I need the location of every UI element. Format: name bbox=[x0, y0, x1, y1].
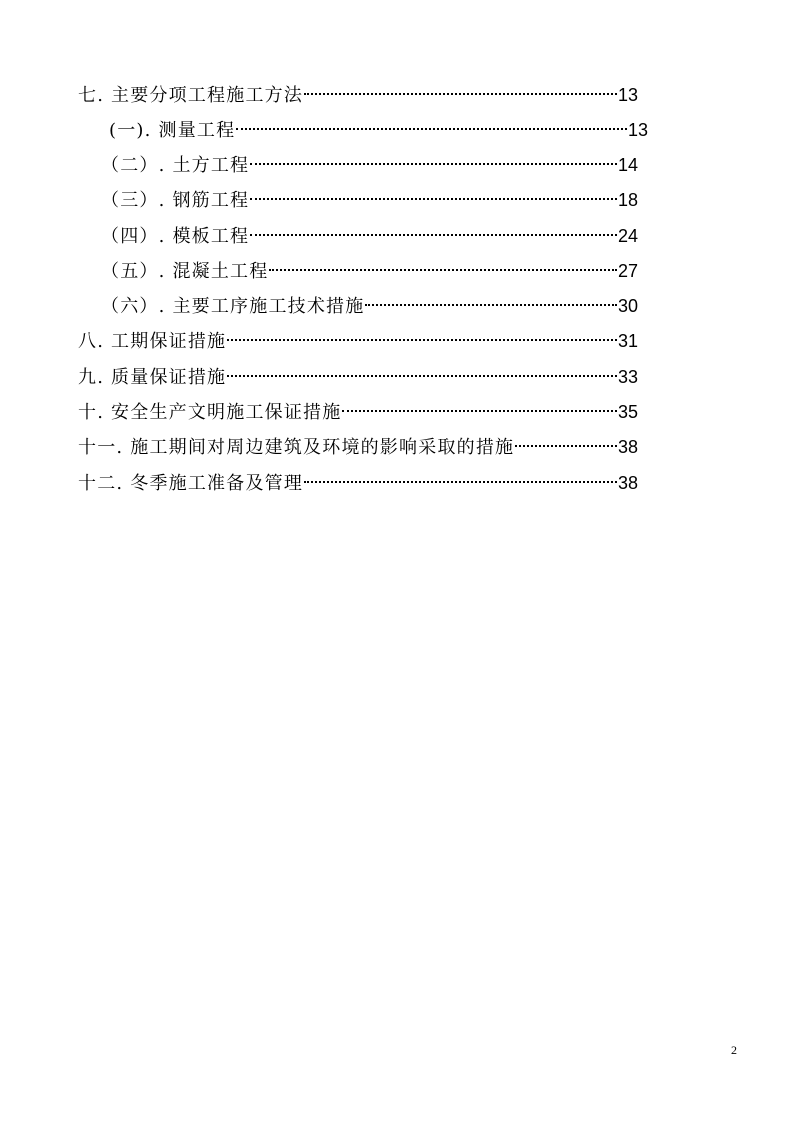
toc-entry-page: 30 bbox=[617, 296, 638, 316]
toc-entry-7[interactable] bbox=[78, 77, 638, 106]
toc-entry-page: 13 bbox=[617, 85, 638, 105]
toc-dot-leader bbox=[304, 77, 617, 101]
toc-dot-leader bbox=[515, 429, 617, 453]
toc-dot-leader bbox=[250, 182, 617, 206]
toc-entry-page: 38 bbox=[617, 473, 638, 493]
toc-entry-title: （四）. 模板工程 bbox=[101, 226, 250, 247]
toc-entry-page: 31 bbox=[617, 331, 638, 351]
toc-entry-7-2[interactable] bbox=[101, 147, 638, 176]
toc-dot-leader bbox=[304, 465, 617, 489]
toc-dot-leader bbox=[250, 147, 617, 171]
toc-entry-page: 35 bbox=[617, 402, 638, 422]
toc-entry-12[interactable] bbox=[78, 465, 638, 494]
page-number: 2 bbox=[731, 1043, 737, 1057]
toc-entry-title: （五）. 混凝土工程 bbox=[101, 261, 269, 282]
toc-entry-9[interactable] bbox=[78, 359, 638, 388]
toc-dot-leader bbox=[227, 323, 617, 347]
toc-entry-7-3[interactable] bbox=[101, 182, 638, 211]
toc-dot-leader bbox=[236, 112, 627, 136]
toc-entry-title: 九. 质量保证措施 bbox=[78, 367, 227, 388]
toc-entry-page: 13 bbox=[627, 120, 648, 140]
toc-dot-leader bbox=[342, 394, 617, 418]
toc-entry-page: 24 bbox=[617, 226, 638, 246]
toc-entry-title: 十二. 冬季施工准备及管理 bbox=[78, 473, 304, 494]
toc-entry-title: 十. 安全生产文明施工保证措施 bbox=[78, 402, 342, 423]
toc-dot-leader bbox=[269, 253, 617, 277]
toc-dot-leader bbox=[365, 288, 617, 312]
toc-entry-7-4[interactable] bbox=[101, 218, 638, 247]
toc-entry-page: 38 bbox=[617, 437, 638, 457]
toc-entry-page: 14 bbox=[617, 155, 638, 175]
toc-entry-title: （六）. 主要工序施工技术措施 bbox=[101, 296, 365, 317]
toc-entry-page: 33 bbox=[617, 367, 638, 387]
toc-entry-title: （二）. 土方工程 bbox=[101, 155, 250, 176]
toc-entry-11[interactable] bbox=[78, 429, 638, 458]
toc-entry-title: 七. 主要分项工程施工方法 bbox=[78, 85, 304, 106]
toc-entry-title: (一). 测量工程 bbox=[109, 120, 236, 141]
toc-entry-title: （三）. 钢筋工程 bbox=[101, 190, 250, 211]
toc-dot-leader bbox=[250, 218, 617, 242]
toc-entry-7-5[interactable] bbox=[101, 253, 638, 282]
toc-entry-8[interactable] bbox=[78, 323, 638, 352]
toc-entry-10[interactable] bbox=[78, 394, 638, 423]
toc-entry-page: 27 bbox=[617, 261, 638, 281]
toc-entry-title: 十一. 施工期间对周边建筑及环境的影响采取的措施 bbox=[78, 437, 515, 458]
toc-entry-7-6[interactable] bbox=[101, 288, 638, 317]
toc-dot-leader bbox=[227, 359, 617, 383]
toc-entry-page: 18 bbox=[617, 190, 638, 210]
toc-entry-title: 八. 工期保证措施 bbox=[78, 331, 227, 352]
toc-entry-7-1[interactable] bbox=[109, 112, 648, 141]
